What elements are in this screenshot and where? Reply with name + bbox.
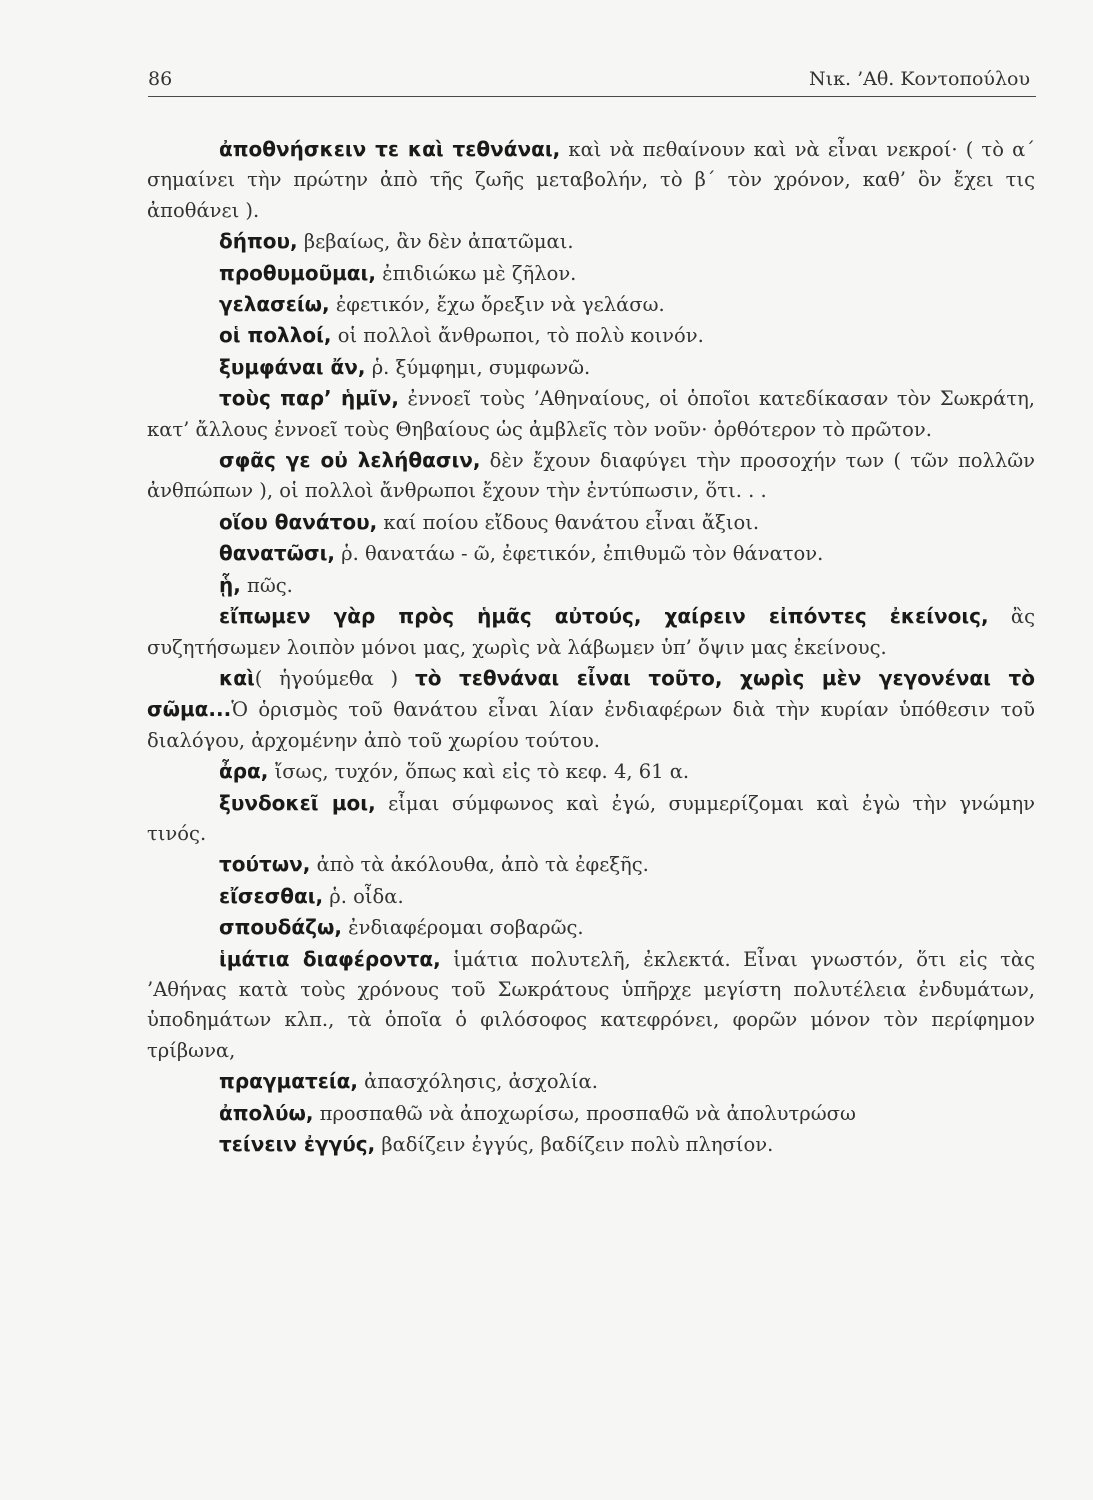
entry-definition: δὲν ἔχουν διαφύγει τὴν προσοχήν των ( τῶν πολλῶν ἀνθπώπων ), οἱ πολλοὶ ἄνθρωποι ἔχουν τὴν ἐντύπωσιν, ὅτι. . . xyxy=(147,449,1035,503)
entry-term: ᾗ, xyxy=(219,572,241,597)
glossary-entry xyxy=(147,226,1035,257)
entry-term: τοὺς παρ’ ἡμῖν, xyxy=(219,386,399,411)
entry-definition: βεβαίως, ἂν δὲν ἀπατῶμαι. xyxy=(297,230,574,254)
glossary-entry xyxy=(147,258,1035,289)
entry-term: θανατῶσι, xyxy=(219,541,335,566)
entry-term: δήπου, xyxy=(219,229,298,254)
glossary-entry xyxy=(147,601,1035,663)
entry-definition: πῶς. xyxy=(240,573,293,597)
running-head: Νικ. ’Αθ. Κοντοπούλου xyxy=(809,68,1030,90)
entry-definition: ἱμάτια πολυτελῆ, ἐκλεκτά. Εἶναι γνωστόν, ὅτι εἰς τὰς ’Αθήνας κατὰ τοὺς χρόνους τοῦ Σωκράτους ὑπῆρχε μεγίστη πολυτέλεια ἐνδυμάτων, ὑποδημάτων κλπ., τὰ ὁποῖα ὁ φιλόσοφος κατεφρόνει, φορῶν μόνον τὸν περίφημον τρίβωνα, xyxy=(147,947,1035,1062)
entry-definition: ἐννοεῖ τοὺς ’Αθηναίους, οἱ ὁποῖοι κατεδίκασαν τὸν Σωκράτη, κατ’ ἄλλους ἐννοεῖ τοὺς Θηβαίους ὡς ἀμβλεῖς τὸν νοῦν· ὀρθότερον τὸ πρῶτον. xyxy=(147,387,1036,441)
entry-term: ἀποθνήσκειν τε καὶ τεθνάναι, xyxy=(219,137,561,161)
entry-term: τούτων, xyxy=(219,852,311,877)
glossary-entry xyxy=(147,881,1035,912)
entry-definition-continued: Ὁ ὁρισμὸς τοῦ θανάτου εἶναι λίαν ἐνδιαφέρων διὰ τὴν κυρίαν ὑπόθεσιν τοῦ διαλόγου, ἀρχομένην ἀπὸ τοῦ χωρίου τούτου. xyxy=(147,698,1035,752)
entry-definition: ῥ. θανατάω - ῶ, ἐφετικόν, ἐπιθυμῶ τὸν θάνατον. xyxy=(334,542,824,566)
glossary-entry xyxy=(147,352,1035,383)
glossary-entry xyxy=(147,1066,1035,1097)
glossary-entry xyxy=(147,756,1035,787)
entry-definition: ἐπιδιώκω μὲ ζῆλον. xyxy=(375,261,577,285)
entry-definition: ἐνδιαφέρομαι σοβαρῶς. xyxy=(341,916,584,940)
entry-term: σφᾶς γε οὐ λελήθασιν, xyxy=(219,448,481,473)
entry-term: σπουδάζω, xyxy=(219,915,342,940)
entry-term: ἱμάτια διαφέροντα, xyxy=(219,946,441,971)
entry-term: ἆρα, xyxy=(219,759,269,784)
entry-term: προθυμοῦμαι, xyxy=(219,260,376,285)
glossary-entry xyxy=(147,383,1035,445)
glossary-entry xyxy=(147,570,1035,601)
entry-definition: ἴσως, τυχόν, ὅπως καὶ εἰς τὸ κεφ. 4, 61 α. xyxy=(268,760,690,784)
entry-definition: καὶ νὰ πεθαίνουν καὶ νὰ εἶναι νεκροί· ( τὸ α΄ σημαίνει τὴν πρώτην ἀπὸ τῆς ζωῆς μεταβολήν, τὸ β΄ τὸν χρόνον, καθ’ ὃν ἔχει τις ἀποθάνει ). xyxy=(147,138,1035,222)
entry-definition: προσπαθῶ νὰ ἀποχωρίσω, προσπαθῶ νὰ ἀπολυτρώσω xyxy=(313,1101,856,1125)
entry-term: καὶ xyxy=(219,665,255,690)
entry-term: ξυνδοκεῖ μοι, xyxy=(219,790,376,815)
glossary-entry xyxy=(147,912,1035,943)
entry-definition: ἐφετικόν, ἔχω ὄρεξιν νὰ γελάσω. xyxy=(329,293,665,317)
entry-term: οἱ πολλοί, xyxy=(219,323,332,348)
entry-definition: ( ἡγούμεθα ) xyxy=(254,666,415,690)
entry-term: γελασείω, xyxy=(219,292,330,317)
entry-definition: ἀπὸ τὰ ἀκόλουθα, ἀπὸ τὰ ἐφεξῆς. xyxy=(310,853,649,877)
glossary-entry xyxy=(147,289,1035,320)
entry-term: εἴπωμεν γὰρ πρὸς ἡμᾶς αὐτούς, χαίρειν εἰπόντες ἐκείνοις, xyxy=(219,604,989,629)
glossary-entry xyxy=(147,1098,1035,1129)
glossary-entry xyxy=(147,788,1035,850)
entry-definition: ἀπασχόλησις, ἀσχολία. xyxy=(357,1070,598,1094)
page-number: 86 xyxy=(148,68,173,90)
glossary-entry xyxy=(147,944,1035,1067)
entry-definition: βαδίζειν ἐγγύς, βαδίζειν πολὺ πλησίον. xyxy=(375,1133,774,1156)
entry-term: οἵου θανάτου, xyxy=(219,509,378,534)
entry-term: ἀπολύω, xyxy=(219,1100,314,1125)
entry-term: τείνειν ἐγγύς, xyxy=(219,1132,376,1156)
entry-term: εἴσεσθαι, xyxy=(219,883,324,908)
glossary-entry xyxy=(147,320,1035,351)
page-header xyxy=(148,66,1036,97)
entry-term: ξυμφάναι ἄν, xyxy=(219,354,366,379)
glossary-entry xyxy=(147,507,1035,538)
glossary-entry xyxy=(147,538,1035,569)
entry-definition: ἂς συζητήσωμεν λοιπὸν μόνοι μας, χωρὶς νὰ λάβωμεν ὑπ’ ὄψιν μας ἐκείνους. xyxy=(147,605,1035,659)
entry-term-continued: τὸ τεθνάναι εἶναι τοῦτο, χωρὶς μὲν γεγονέναι τὸ σῶμα... xyxy=(147,665,1035,722)
entry-definition: εἶμαι σύμφωνος καὶ ἐγώ, συμμερίζομαι καὶ ἐγὼ τὴν γνώμην τινός. xyxy=(147,791,1035,845)
entry-definition: καί ποίου εἴδους θανάτου εἶναι ἄξιοι. xyxy=(377,510,760,534)
glossary-entry xyxy=(147,849,1035,880)
glossary-entries xyxy=(147,134,1035,1160)
entry-term: πραγματεία, xyxy=(219,1069,358,1094)
glossary-entry xyxy=(147,445,1035,507)
entry-definition: ῥ. οἶδα. xyxy=(323,884,404,908)
glossary-entry xyxy=(147,1129,1035,1160)
glossary-entry xyxy=(147,134,1035,226)
entry-definition: ῥ. ξύμφημι, συμφωνῶ. xyxy=(365,355,591,379)
entry-definition: οἱ πολλοὶ ἄνθρωποι, τὸ πολὺ κοινόν. xyxy=(331,324,704,348)
glossary-entry xyxy=(147,663,1035,756)
